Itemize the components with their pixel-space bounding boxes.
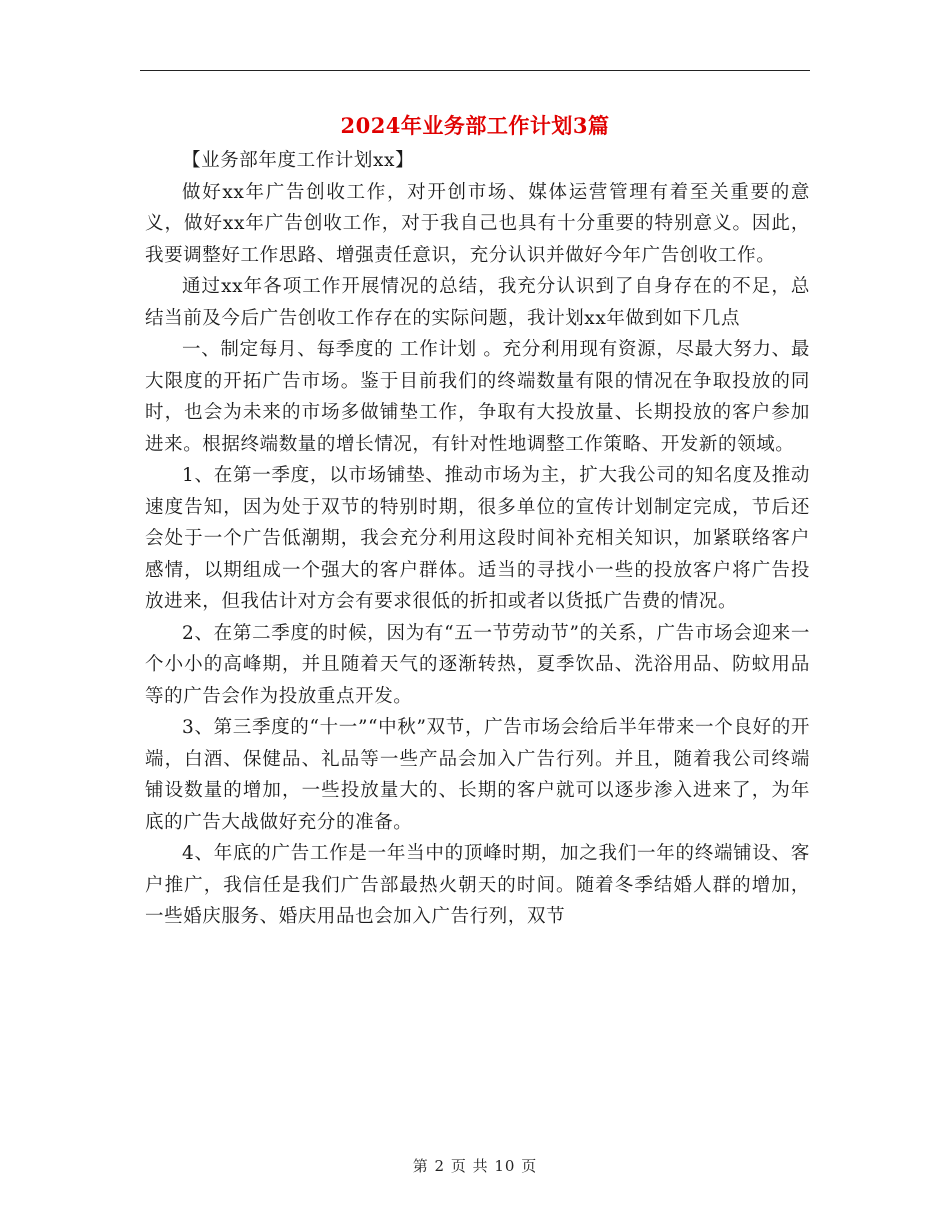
document-title: 2024年业务部工作计划3篇: [340, 113, 610, 138]
section-subtitle: 【业务部年度工作计划xx】: [182, 150, 415, 171]
paragraph-3: 一、制定每月、每季度的 工作计划 。充分利用现有资源，尽最大努力、最大限度的开拓广告市场。鉴于目前我们的终端数量有限的情况在争取投放的同时，也会为未来的市场多做铺垫工作，争取有大投放量、长期投放的客户参加进来。根据终端数量的增长情况，有针对性地调整工作策略、开发新的领域。: [145, 339, 810, 455]
paragraph-4: 1、在第一季度，以市场铺垫、推动市场为主，扩大我公司的知名度及推动速度告知，因为处于双节的特别时期，很多单位的宣传计划制定完成，节后还会处于一个广告低潮期，我会充分利用这段时间补充相关知识，加紧联络客户感情，以期组成一个强大的客户群体。适当的寻找小一些的投放客户将广告投放进来，但我估计对方会有要求很低的折扣或者以货抵广告费的情况。: [145, 465, 810, 612]
paragraph-7: 4、年底的广告工作是一年当中的顶峰时期，加之我们一年的终端铺设、客户推广，我信任是我们广告部最热火朝天的时间。随着冬季结婚人群的增加，一些婚庆服务、婚庆用品也会加入广告行列，双节: [145, 843, 810, 927]
header-rule: [140, 70, 810, 71]
page-footer: 第 2 页 共 10 页: [412, 1157, 538, 1175]
document-body: [145, 145, 810, 933]
paragraph-2: 通过xx年各项工作开展情况的总结，我充分认识到了自身存在的不足，总结当前及今后广告创收工作存在的实际问题，我计划xx年做到如下几点: [145, 276, 810, 329]
paragraph-5: 2、在第二季度的时候，因为有“五一节劳动节”的关系，广告市场会迎来一个小小的高峰期，并且随着天气的逐渐转热，夏季饮品、洗浴用品、防蚊用品等的广告会作为投放重点开发。: [145, 622, 810, 707]
paragraph-1: 做好xx年广告创收工作，对开创市场、媒体运营管理有着至关重要的意义，做好xx年广告创收工作，对于我自己也具有十分重要的特别意义。因此，我要调整好工作思路、增强责任意识，充分认识并做好今年广告创收工作。: [145, 181, 810, 266]
paragraph-6: 3、第三季度的“十一”“中秋”双节，广告市场会给后半年带来一个良好的开端，白酒、保健品、礼品等一些产品会加入广告行列。并且，随着我公司终端铺设数量的增加，一些投放量大的、长期的客户就可以逐步渗入进来了，为年底的广告大战做好充分的准备。: [145, 717, 810, 833]
